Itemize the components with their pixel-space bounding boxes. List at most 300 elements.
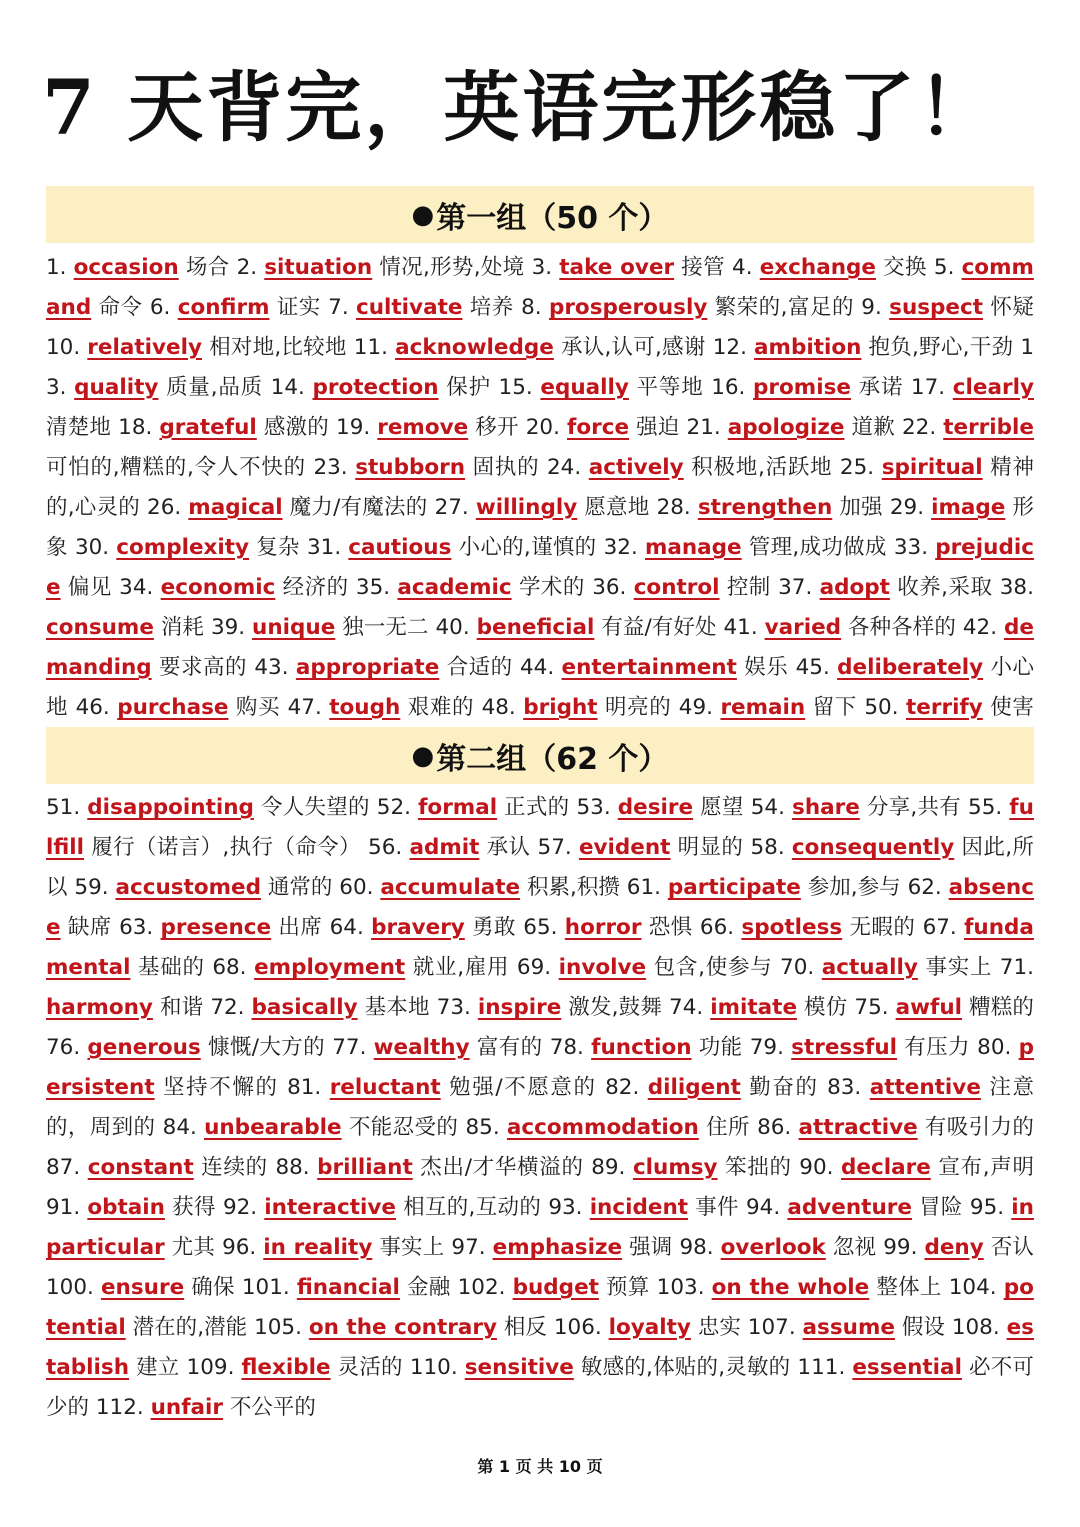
english-word: wealthy [373, 1035, 470, 1060]
entry-number: 109. [186, 1355, 242, 1380]
english-word: economic [160, 575, 276, 600]
chinese-meaning: 坚持不懈的 [163, 1075, 279, 1100]
chinese-meaning: 固执的 [472, 455, 540, 480]
english-word: unique [252, 615, 336, 640]
chinese-meaning: 敏感的,体贴的,灵敏的 [580, 1355, 791, 1380]
vocab-entry [163, 1115, 459, 1140]
english-word: equally [540, 375, 629, 400]
english-word: actively [588, 455, 684, 480]
english-word: inspire [477, 995, 562, 1020]
entry-number: 3. [531, 255, 560, 280]
chinese-meaning: 勉强/不愿意的 [449, 1075, 597, 1100]
english-word: disappointing [87, 795, 254, 820]
english-word: unbearable [204, 1115, 342, 1140]
entry-number: 67. [922, 915, 965, 940]
english-word: admit [409, 835, 480, 860]
vocab-entry [147, 495, 427, 520]
vocab-entry [591, 1155, 792, 1180]
vocab-entry [76, 695, 281, 720]
chinese-meaning: 抱负,野心,干劲 [868, 335, 1014, 360]
entry-number: 5. [933, 255, 962, 280]
entry-number: 26. [147, 495, 189, 520]
vocab-entry [150, 295, 321, 320]
chinese-meaning: 可怕的,糟糕的,令人不快的 [46, 455, 306, 480]
chinese-meaning: 独一无二 [342, 615, 429, 640]
english-word: imitate [710, 995, 798, 1020]
entry-number: 110. [409, 1355, 465, 1380]
entry-number: 99. [883, 1235, 925, 1260]
vocab-entry [46, 1035, 325, 1060]
group-2-heading: 第二组（62 个） [436, 741, 669, 777]
entry-number: 55. [968, 795, 1010, 820]
entry-number: 16. [711, 375, 754, 400]
vocab-entry [592, 575, 771, 600]
entry-number: 31. [306, 535, 349, 560]
entry-number: 39. [210, 615, 253, 640]
vocab-entry [627, 875, 901, 900]
vocab-entry [883, 1235, 1034, 1260]
chinese-meaning: 恐惧 [648, 915, 693, 940]
chinese-meaning: 就业,雇用 [412, 955, 510, 980]
chinese-meaning: 住所 [706, 1115, 750, 1140]
entry-number: 112. [95, 1395, 151, 1420]
chinese-meaning: 场合 [185, 255, 230, 280]
entry-number: 94. [746, 1195, 788, 1220]
entry-number: 14. [270, 375, 313, 400]
chinese-meaning: 相对地,比较地 [209, 335, 347, 360]
vocab-entry [780, 955, 992, 980]
vocab-entry [313, 455, 539, 480]
chinese-meaning: 金融 [407, 1275, 451, 1300]
chinese-meaning: 愿望 [700, 795, 744, 820]
english-word: clearly [952, 375, 1034, 400]
vocab-entry [275, 1155, 583, 1180]
english-word: beneficial [476, 615, 595, 640]
vocab-entry [757, 1115, 1034, 1140]
english-word: apologize [727, 415, 845, 440]
vocab-entry [237, 255, 525, 280]
chinese-meaning: 冒险 [919, 1195, 963, 1220]
entry-number: 6. [149, 295, 178, 320]
english-word: spotless [741, 915, 843, 940]
vocab-entry [287, 1075, 597, 1100]
english-word: fundamental [46, 915, 1034, 980]
chinese-meaning: 承认 [486, 835, 531, 860]
english-word: accustomed [115, 875, 261, 900]
chinese-meaning: 清楚地 [46, 415, 112, 440]
english-word: quality [74, 375, 159, 400]
english-word: strengthen [697, 495, 833, 520]
english-word: unfair [150, 1395, 224, 1420]
english-word: overlook [720, 1235, 826, 1260]
chinese-meaning: 激发,鼓舞 [568, 995, 663, 1020]
vocab-entry [75, 535, 300, 560]
chinese-meaning: 偏见 [67, 575, 112, 600]
english-word: promise [753, 375, 851, 400]
entry-number: 73. [436, 995, 478, 1020]
vocab-entry [96, 1395, 316, 1420]
vocab-entry [482, 695, 672, 720]
english-word: bravery [371, 915, 465, 940]
english-word: ambition [754, 335, 862, 360]
entry-number: 65. [523, 915, 565, 940]
chinese-meaning: 保护 [446, 375, 491, 400]
entry-number: 45. [795, 655, 838, 680]
chinese-meaning: 确保 [191, 1275, 235, 1300]
entry-number: 17. [910, 375, 953, 400]
entry-number: 96. [222, 1235, 264, 1260]
entry-number: 80. [977, 1035, 1019, 1060]
english-word: attentive [869, 1075, 981, 1100]
vocab-entry [210, 995, 429, 1020]
english-word: bright [523, 695, 598, 720]
group-1-heading: 第一组（50 个） [436, 200, 669, 236]
chinese-meaning: 消耗 [160, 615, 205, 640]
vocab-entry [119, 575, 348, 600]
english-word: flexible [241, 1355, 331, 1380]
chinese-meaning: 使害 [990, 695, 1034, 720]
entry-number: 32. [603, 535, 645, 560]
english-word: actually [821, 955, 918, 980]
vocab-entry [212, 955, 509, 980]
entry-number: 50. [864, 695, 906, 720]
entry-number: 66. [699, 915, 742, 940]
chinese-meaning: 艰难的 [407, 695, 475, 720]
english-word: absence [46, 875, 1034, 940]
chinese-meaning: 忠实 [697, 1315, 741, 1340]
chinese-meaning: 平等地 [636, 375, 704, 400]
entry-number: 76. [46, 1035, 88, 1060]
vocab-entry [458, 1275, 650, 1300]
bullet-icon: ● [411, 740, 435, 771]
entry-number: 37. [778, 575, 820, 600]
chinese-meaning: 和谐 [159, 995, 204, 1020]
entry-number: 43. [254, 655, 296, 680]
english-word: essential [852, 1355, 962, 1380]
vocab-entry [328, 295, 514, 320]
entry-number: 60. [339, 875, 381, 900]
english-word: function [591, 1035, 692, 1060]
entry-number: 13. [46, 335, 1034, 400]
english-word: on the contrary [308, 1315, 497, 1340]
chinese-meaning: 缺席 [67, 915, 112, 940]
entry-number: 85. [465, 1115, 507, 1140]
english-word: force [566, 415, 630, 440]
english-word: persistent [46, 1035, 1034, 1100]
entry-number: 87. [46, 1155, 88, 1180]
chinese-meaning: 命令 [98, 295, 143, 320]
chinese-meaning: 明显的 [677, 835, 744, 860]
vocab-entry [46, 255, 229, 280]
chinese-meaning: 合适的 [446, 655, 513, 680]
vocab-entry [861, 295, 1034, 320]
chinese-meaning: 证实 [276, 295, 321, 320]
group-1-heading-band [46, 186, 1034, 243]
vocab-entry [748, 1315, 945, 1340]
vocab-entry [657, 495, 883, 520]
chinese-meaning: 管理,成功做成 [748, 535, 887, 560]
vocab-entry [669, 995, 847, 1020]
entry-number: 100. [46, 1275, 101, 1300]
chinese-meaning: 交换 [883, 255, 927, 280]
english-word: formal [418, 795, 498, 820]
entry-number: 10. [46, 335, 88, 360]
english-word: share [792, 795, 860, 820]
chinese-meaning: 有压力 [904, 1035, 970, 1060]
english-word: fulfill [46, 795, 1034, 860]
vocab-entry [854, 995, 1033, 1020]
vocab-entry [254, 1315, 547, 1340]
vocab-entry [339, 875, 620, 900]
entry-number: 78. [549, 1035, 592, 1060]
chinese-meaning: 包含,使参与 [653, 955, 773, 980]
vocab-entry [713, 335, 1013, 360]
entry-number: 93. [548, 1195, 590, 1220]
vocab-entry [576, 795, 743, 820]
entry-number: 24. [547, 455, 589, 480]
english-word: diligent [647, 1075, 741, 1100]
vocab-entry [554, 1315, 741, 1340]
english-word: incident [589, 1195, 689, 1220]
entry-number: 53. [576, 795, 618, 820]
entry-number: 106. [553, 1315, 609, 1340]
chinese-meaning: 灵活的 [337, 1355, 403, 1380]
vocab-entry [436, 615, 717, 640]
english-word: command [46, 255, 1034, 320]
vocab-entry [336, 415, 519, 440]
chinese-meaning: 富有的 [476, 1035, 543, 1060]
english-word: protection [312, 375, 439, 400]
chinese-meaning: 小心地 [46, 655, 1035, 720]
english-word: terrible [943, 415, 1034, 440]
chinese-meaning: 分享,共有 [866, 795, 961, 820]
english-word: assume [802, 1315, 895, 1340]
vocab-entry [242, 1275, 451, 1300]
entry-number: 92. [222, 1195, 265, 1220]
entry-number: 77. [332, 1035, 374, 1060]
vocab-entry [46, 1155, 268, 1180]
english-word: magical [188, 495, 283, 520]
vocab-entry [700, 915, 915, 940]
chinese-meaning: 培养 [469, 295, 514, 320]
english-word: potential [46, 1275, 1034, 1340]
chinese-meaning: 功能 [698, 1035, 743, 1060]
english-word: remove [377, 415, 469, 440]
entry-number: 22. [901, 415, 944, 440]
vocab-entry [410, 1355, 791, 1380]
english-word: deny [924, 1235, 984, 1260]
chinese-meaning: 正式的 [504, 795, 570, 820]
english-word: stubborn [355, 455, 466, 480]
chinese-meaning: 出席 [278, 915, 323, 940]
english-word: harmony [46, 995, 153, 1020]
english-word: control [633, 575, 720, 600]
vocab-entry [521, 295, 854, 320]
chinese-meaning: 假设 [901, 1315, 945, 1340]
entry-number: 34. [119, 575, 161, 600]
english-word: loyalty [608, 1315, 691, 1340]
entry-number: 46. [75, 695, 118, 720]
english-word: sensitive [464, 1355, 574, 1380]
english-word: awful [895, 995, 963, 1020]
entry-number: 42. [962, 615, 1004, 640]
chinese-meaning: 令人失望的 [261, 795, 370, 820]
chinese-meaning: 参加,参与 [807, 875, 901, 900]
english-word: obtain [87, 1195, 165, 1220]
entry-number: 105. [254, 1315, 309, 1340]
chinese-meaning: 承诺 [858, 375, 904, 400]
vocab-entry [332, 1035, 542, 1060]
entry-number: 56. [368, 835, 410, 860]
chinese-meaning: 复杂 [256, 535, 300, 560]
chinese-meaning: 整体上 [876, 1275, 942, 1300]
chinese-meaning: 明亮的 [605, 695, 672, 720]
vocab-entry [46, 1275, 235, 1300]
vocab-entry [799, 1155, 1034, 1180]
vocab-entry [526, 415, 680, 440]
english-word: interactive [264, 1195, 396, 1220]
chinese-meaning: 积累,积攒 [526, 875, 620, 900]
chinese-meaning: 必不可少的 [46, 1355, 1034, 1420]
english-word: tough [329, 695, 401, 720]
english-word: occasion [73, 255, 179, 280]
chinese-meaning: 相反 [503, 1315, 547, 1340]
chinese-meaning: 积极地,活跃地 [691, 455, 833, 480]
english-word: prejudice [46, 535, 1034, 600]
entry-number: 54. [750, 795, 793, 820]
entry-number: 11. [353, 335, 396, 360]
english-word: accumulate [380, 875, 521, 900]
vocab-entry [368, 835, 530, 860]
vocab-entry [532, 255, 725, 280]
group-2-vocab-list [46, 788, 1034, 1420]
entry-number: 91. [46, 1195, 88, 1220]
vocab-entry [679, 695, 857, 720]
english-word: in reality [263, 1235, 373, 1260]
entry-number: 79. [749, 1035, 792, 1060]
chinese-meaning: 获得 [172, 1195, 216, 1220]
vocab-entry [523, 915, 692, 940]
english-word: consume [46, 615, 154, 640]
english-word: appropriate [295, 655, 440, 680]
vocab-entry [746, 1195, 963, 1220]
chinese-meaning: 糟糕的 [969, 995, 1034, 1020]
chinese-meaning: 收养,采取 [897, 575, 993, 600]
entry-number: 61. [626, 875, 668, 900]
english-word: relatively [87, 335, 202, 360]
chinese-meaning: 因此,所以 [46, 835, 1034, 900]
vocab-entry [520, 655, 788, 680]
vocab-entry [538, 835, 744, 860]
english-word: remain [720, 695, 806, 720]
entry-number: 71. [999, 955, 1034, 980]
vocab-entry [547, 455, 832, 480]
entry-number: 52. [376, 795, 419, 820]
vocab-entry [778, 575, 992, 600]
chinese-meaning: 质量,品质 [166, 375, 263, 400]
entry-number: 101. [241, 1275, 297, 1300]
vocab-entry [46, 795, 370, 820]
entry-number: 63. [119, 915, 161, 940]
entry-number: 97. [451, 1235, 493, 1260]
english-word: involve [558, 955, 647, 980]
english-word: academic [397, 575, 512, 600]
entry-number: 30. [74, 535, 117, 560]
group-1-vocab-list [46, 248, 1034, 728]
english-word: complexity [116, 535, 250, 560]
chinese-meaning: 否认 [990, 1235, 1034, 1260]
vocab-entry [377, 795, 570, 820]
chinese-meaning: 不能忍受的 [348, 1115, 459, 1140]
chinese-meaning: 建立 [136, 1355, 180, 1380]
vocab-entry [223, 1195, 541, 1220]
chinese-meaning: 有吸引力的 [924, 1115, 1034, 1140]
chinese-meaning: 小心的,谨慎的 [458, 535, 597, 560]
chinese-meaning: 强迫 [636, 415, 680, 440]
entry-number: 83. [827, 1075, 870, 1100]
english-word: horror [564, 915, 642, 940]
english-word: manage [644, 535, 742, 560]
chinese-meaning: 学术的 [518, 575, 585, 600]
chinese-meaning: 勤奋的 [749, 1075, 819, 1100]
entry-number: 51. [46, 795, 88, 820]
english-word: confirm [177, 295, 270, 320]
entry-number: 111. [797, 1355, 853, 1380]
english-word: image [931, 495, 1006, 520]
vocab-entry [451, 1235, 672, 1260]
english-word: consequently [791, 835, 955, 860]
vocab-entry [604, 535, 887, 560]
chinese-meaning: 愿意地 [584, 495, 650, 520]
chinese-meaning: 接管 [681, 255, 725, 280]
english-word: on the whole [711, 1275, 870, 1300]
chinese-meaning: 潜在的,潜能 [132, 1315, 248, 1340]
chinese-meaning: 笨拙的 [725, 1155, 792, 1180]
chinese-meaning: 杰出/才华横溢的 [420, 1155, 584, 1180]
entry-number: 72. [210, 995, 252, 1020]
chinese-meaning: 事件 [695, 1195, 739, 1220]
chinese-meaning: 经济的 [282, 575, 349, 600]
entry-number: 75. [854, 995, 896, 1020]
english-word: clumsy [632, 1155, 718, 1180]
english-word: reluctant [329, 1075, 441, 1100]
english-word: acknowledge [395, 335, 554, 360]
english-word: adventure [787, 1195, 912, 1220]
entry-number: 44. [519, 655, 562, 680]
entry-number: 47. [287, 695, 330, 720]
chinese-meaning: 各种各样的 [848, 615, 956, 640]
vocab-entry [222, 1235, 444, 1260]
english-word: varied [764, 615, 842, 640]
english-word: establish [46, 1315, 1034, 1380]
chinese-meaning: 加强 [839, 495, 883, 520]
entry-number: 23. [313, 455, 356, 480]
english-word: in particular [46, 1195, 1034, 1260]
english-word: generous [87, 1035, 201, 1060]
vocab-entry [356, 575, 585, 600]
chinese-meaning: 连续的 [201, 1155, 268, 1180]
chinese-meaning: 相互的,互动的 [403, 1195, 542, 1220]
english-word: declare [841, 1155, 931, 1180]
entry-number: 7. [328, 295, 356, 320]
vocab-entry [211, 615, 429, 640]
english-word: basically [251, 995, 358, 1020]
entry-number: 12. [712, 335, 755, 360]
english-word: constant [87, 1155, 194, 1180]
chinese-meaning: 基础的 [138, 955, 205, 980]
entry-number: 68. [212, 955, 255, 980]
english-word: emphasize [492, 1235, 623, 1260]
